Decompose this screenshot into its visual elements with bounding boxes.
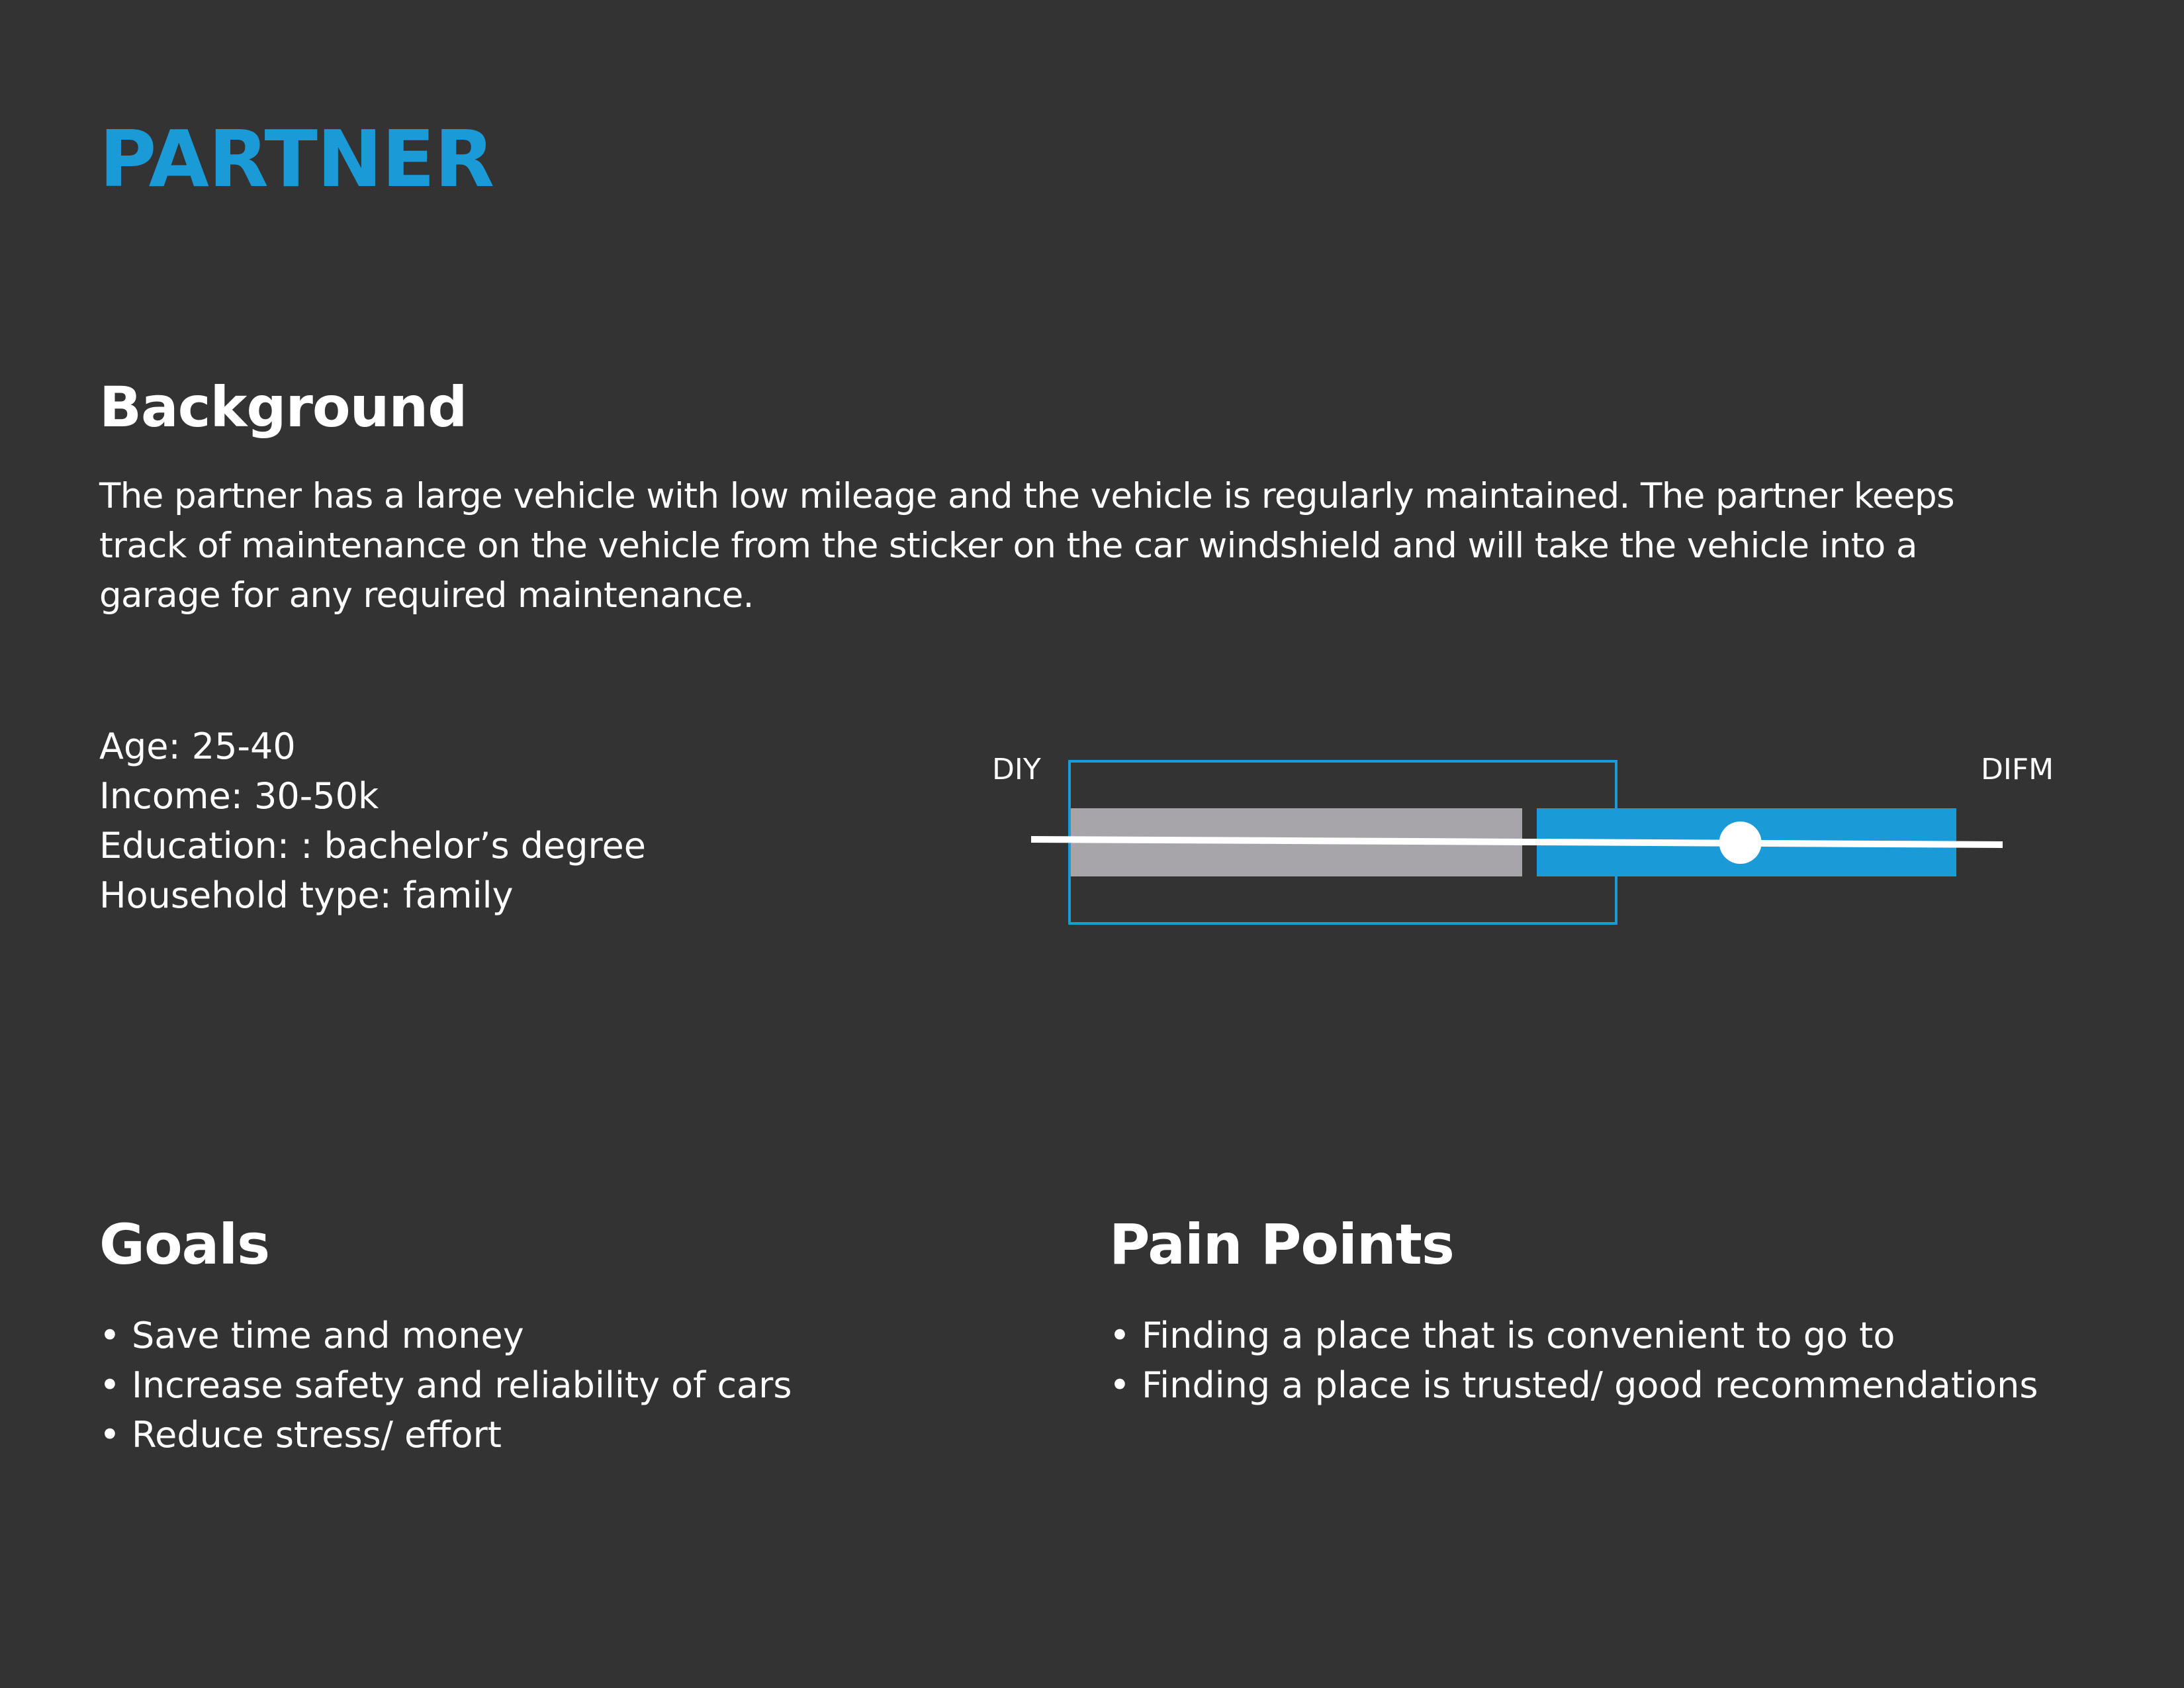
demographic-age: Age: 25-40: [99, 726, 296, 767]
demographic-education: Education: : bachelor’s degree: [99, 825, 647, 867]
background-line: The partner has a large vehicle with low mileage and the vehicle is regularly maintained. The partner keeps: [99, 476, 1955, 516]
pain-points-heading: Pain Points: [1109, 1212, 1454, 1277]
background-line: track of maintenance on the vehicle from the sticker on the car windshield and will take the vehicle into a: [99, 526, 1917, 566]
demographic-income: Income: 30-50k: [99, 775, 379, 817]
difm-label: DIFM: [1981, 753, 2054, 786]
goal-item: • Reduce stress/ effort: [99, 1410, 792, 1460]
goals-list: [99, 1311, 792, 1460]
page-title: PARTNER: [99, 113, 494, 205]
background-line: garage for any required maintenance.: [99, 575, 754, 616]
goals-heading: Goals: [99, 1212, 270, 1277]
pain-point-item: • Finding a place is trusted/ good recommendations: [1109, 1360, 2038, 1410]
demographic-household: Household type: family: [99, 874, 514, 916]
background-heading: Background: [99, 375, 467, 440]
goal-item: • Save time and money: [99, 1311, 792, 1360]
diy-label: DIY: [992, 753, 1041, 786]
scale-marker: [1719, 821, 1762, 864]
pain-point-item: • Finding a place that is convenient to go to: [1109, 1311, 2038, 1360]
goal-item: • Increase safety and reliability of cars: [99, 1360, 792, 1410]
pain-points-list: [1109, 1311, 2038, 1410]
